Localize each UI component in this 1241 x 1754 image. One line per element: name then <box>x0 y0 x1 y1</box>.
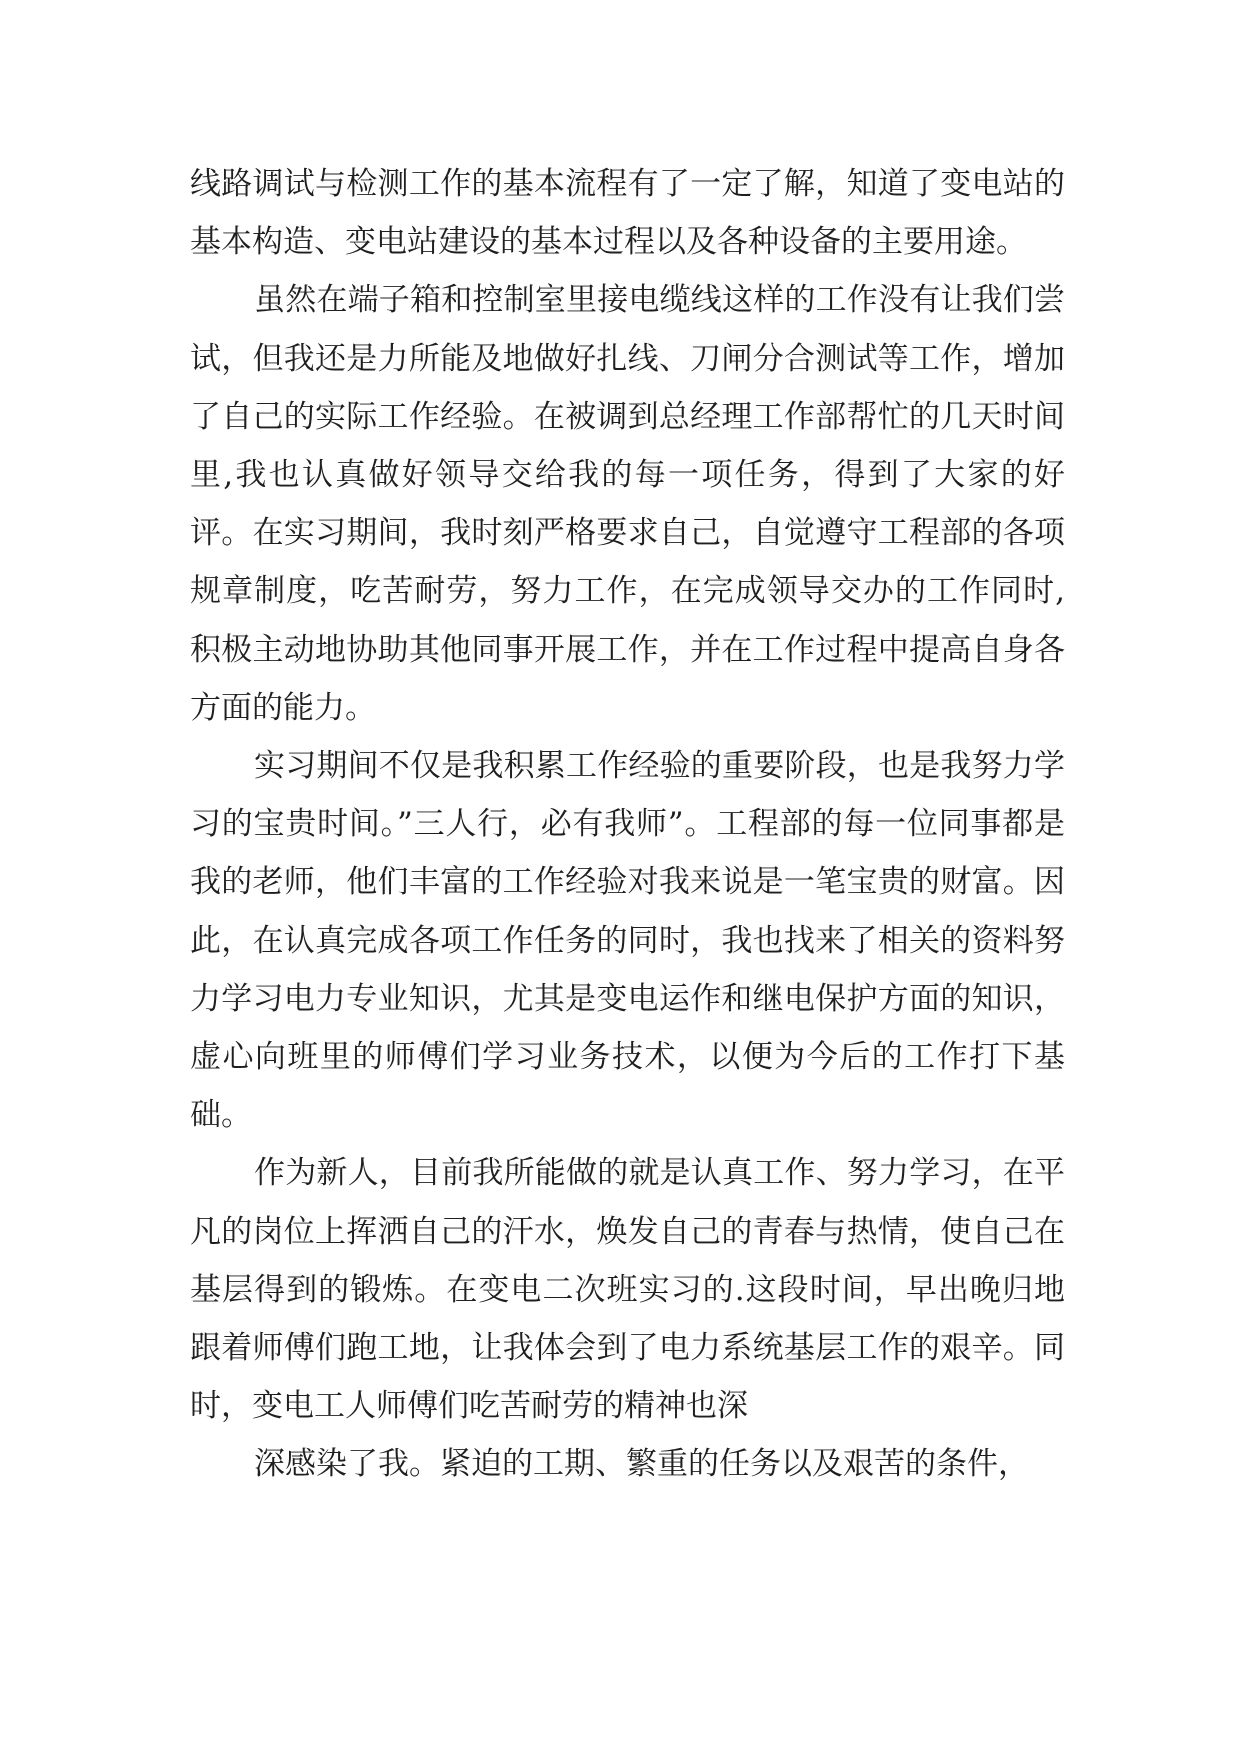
paragraph-4: 作为新人，目前我所能做的就是认真工作、努力学习，在平凡的岗位上挥洒自己的汗水，焕发自己的青春与热情，使自己在基层得到的锻炼。在变电二次班实习的.这段时间，早出晚归地跟着师傅们跑工地，让我体会到了电力系统基层工作的艰辛。同时，变电工人师傅们吃苦耐劳的精神也深 <box>190 1155 1065 1425</box>
document-body <box>190 155 1065 1494</box>
paragraph-5: 深感染了我。紧迫的工期、繁重的任务以及艰苦的条件， <box>254 1446 1029 1483</box>
paragraph-3: 实习期间不仅是我积累工作经验的重要阶段，也是我努力学习的宝贵时间。”三人行，必有我师”。工程部的每一位同事都是我的老师，他们丰富的工作经验对我来说是一笔宝贵的财富。因此，在认真完成各项工作任务的同时，我也找来了相关的资料努力学习电力专业知识，尤其是变电运作和继电保护方面的知识，虚心向班里的师傅们学习业务技术，以便为今后的工作打下基础。 <box>190 748 1065 1134</box>
paragraph-1: 线路调试与检测工作的基本流程有了一定了解，知道了变电站的基本构造、变电站建设的基本过程以及各种设备的主要用途。 <box>190 166 1065 261</box>
paragraph-2: 虽然在端子箱和控制室里接电缆线这样的工作没有让我们尝试，但我还是力所能及地做好扎线、刀闸分合测试等工作，增加了自己的实际工作经验。在被调到总经理工作部帮忙的几天时间里,我也认真做好领导交给我的每一项任务，得到了大家的好评。在实习期间，我时刻严格要求自己，自觉遵守工程部的各项规章制度，吃苦耐劳，努力工作，在完成领导交办的工作同时,积极主动地协助其他同事开展工作，并在工作过程中提高自身各方面的能力。 <box>190 282 1065 726</box>
